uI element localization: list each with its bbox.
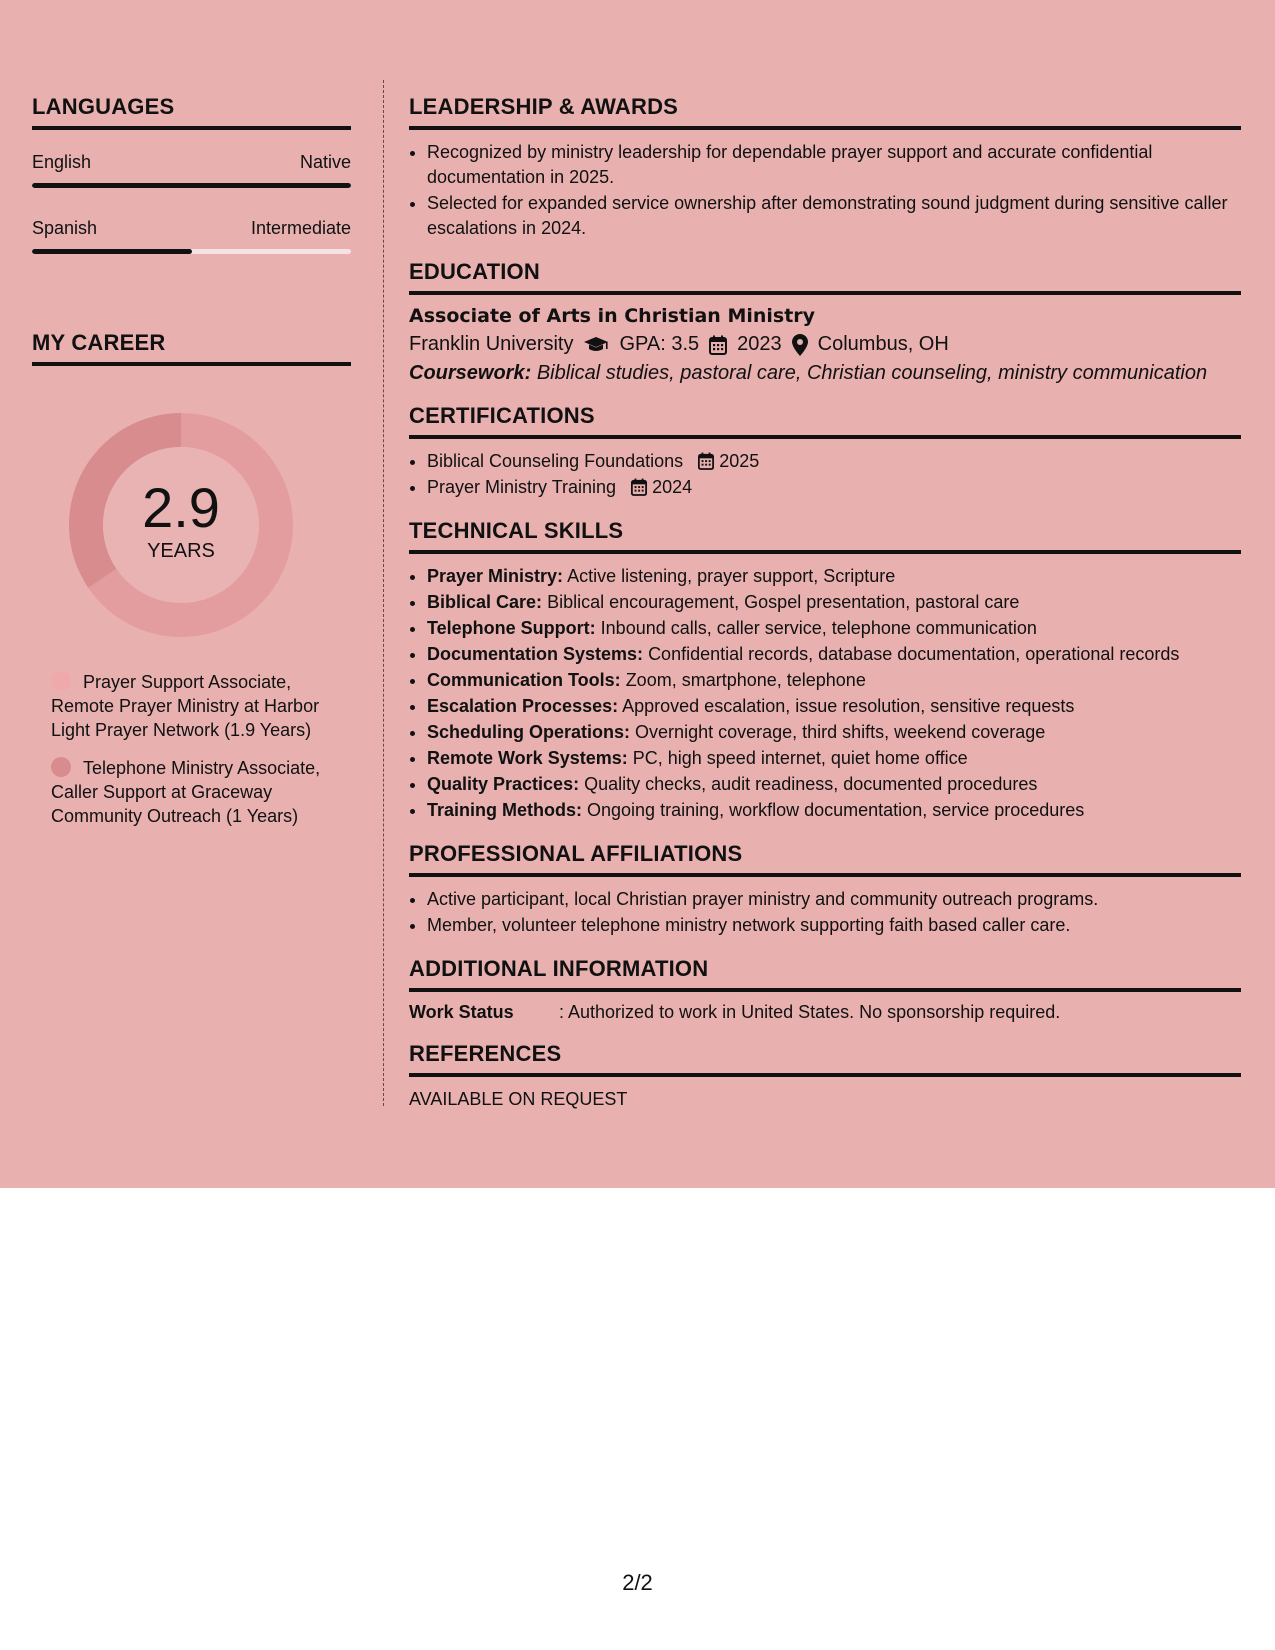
skill-text: Quality checks, audit readiness, documented procedures <box>584 774 1038 794</box>
right-column <box>409 94 1241 1128</box>
certifications-section <box>409 403 1241 500</box>
career-title: MY CAREER <box>32 330 351 366</box>
education-meta <box>409 333 1241 356</box>
language-name: English <box>32 152 92 172</box>
language-bar <box>32 249 351 254</box>
skill-label: Prayer Ministry: <box>427 566 564 586</box>
education-school: Franklin University <box>409 333 574 355</box>
work-status-value: : Authorized to work in United States. No sponsorship required. <box>559 1002 1061 1022</box>
skill-text: PC, high speed internet, quiet home office <box>632 748 968 768</box>
education-location: Columbus, OH <box>817 333 949 355</box>
language-bar-fill <box>32 183 351 188</box>
skill-label: Scheduling Operations: <box>427 722 631 742</box>
references-text: AVAILABLE ON REQUEST <box>409 1089 628 1109</box>
coursework-label: Coursework: <box>409 362 532 384</box>
skill-item <box>427 720 1241 745</box>
skill-label: Documentation Systems: <box>427 644 644 664</box>
skill-text: Overnight coverage, third shifts, weekend coverage <box>635 722 1046 742</box>
education-title: EDUCATION <box>409 259 1241 295</box>
skill-item <box>427 668 1241 693</box>
language-level: Intermediate <box>250 218 351 238</box>
skill-item <box>427 746 1241 771</box>
career-dot <box>51 671 71 691</box>
language-item <box>32 152 351 188</box>
certification-year: 2024 <box>652 477 693 497</box>
education-coursework <box>409 362 1241 385</box>
career-item <box>51 756 341 828</box>
skill-item <box>427 564 1241 589</box>
skill-label: Telephone Support: <box>427 618 596 638</box>
leadership-section <box>409 94 1241 241</box>
skill-text: Approved escalation, issue resolution, sensitive requests <box>622 696 1075 716</box>
affiliation-item: • Member, volunteer telephone ministry network supporting faith based caller care. <box>427 913 1241 938</box>
career-list <box>51 670 341 828</box>
career-donut <box>66 410 296 640</box>
left-column <box>32 94 351 842</box>
education-year: 2023 <box>737 333 782 355</box>
skill-item <box>427 694 1241 719</box>
skill-text: Confidential records, database documentation, operational records <box>648 644 1180 664</box>
career-text: Prayer Support Associate, Remote Prayer Ministry at Harbor Light Prayer Network (1.9 Years) <box>51 672 320 740</box>
graduation-cap-icon <box>583 336 609 354</box>
calendar-icon <box>631 478 647 496</box>
skill-text: Zoom, smartphone, telephone <box>625 670 866 690</box>
languages-title: LANGUAGES <box>32 94 351 130</box>
career-total: 2.9 <box>142 476 220 539</box>
skill-item <box>427 642 1241 667</box>
skill-label: Training Methods: <box>427 800 582 820</box>
leadership-title: LEADERSHIP & AWARDS <box>409 94 1241 130</box>
leadership-item: • Recognized by ministry leadership for dependable prayer support and accurate confidential documentation in 2025. <box>427 140 1241 190</box>
calendar-icon <box>698 452 714 470</box>
skills-title: TECHNICAL SKILLS <box>409 518 1241 554</box>
language-name: Spanish <box>32 218 98 238</box>
career-item <box>51 670 341 742</box>
skill-item <box>427 616 1241 641</box>
career-unit: YEARS <box>147 540 215 562</box>
language-bar <box>32 183 351 188</box>
skill-label: Escalation Processes: <box>427 696 619 716</box>
affiliations-title: PROFESSIONAL AFFILIATIONS <box>409 841 1241 877</box>
affiliation-item: • Active participant, local Christian prayer ministry and community outreach programs. <box>427 887 1241 912</box>
work-status-label: Work Status <box>409 1002 514 1022</box>
skill-text: Biblical encouragement, Gospel presentation, pastoral care <box>547 592 1020 612</box>
additional-section <box>409 956 1241 1023</box>
certification-name: Biblical Counseling Foundations <box>427 451 684 471</box>
certification-item <box>427 449 1241 474</box>
skill-text: Inbound calls, caller service, telephone communication <box>600 618 1037 638</box>
skill-label: Biblical Care: <box>427 592 543 612</box>
career-text: Telephone Ministry Associate, Caller Support at Graceway Community Outreach (1 Years) <box>51 758 321 826</box>
references-title: REFERENCES <box>409 1041 1241 1077</box>
education-section <box>409 259 1241 385</box>
certification-year: 2025 <box>719 451 760 471</box>
skills-section <box>409 518 1241 823</box>
career-dot <box>51 757 71 777</box>
skill-label: Remote Work Systems: <box>427 748 628 768</box>
additional-title: ADDITIONAL INFORMATION <box>409 956 1241 992</box>
page-number: 2/2 <box>622 1570 653 1595</box>
certification-name: Prayer Ministry Training <box>427 477 617 497</box>
skill-text: Ongoing training, workflow documentation, service procedures <box>587 800 1085 820</box>
skill-item <box>427 798 1241 823</box>
skill-label: Communication Tools: <box>427 670 621 690</box>
education-gpa: GPA: 3.5 <box>619 333 700 355</box>
certification-item <box>427 475 1241 500</box>
language-level: Native <box>299 152 351 172</box>
language-bar-fill <box>32 249 192 254</box>
calendar-icon <box>709 335 727 355</box>
skill-label: Quality Practices: <box>427 774 580 794</box>
skill-item <box>427 590 1241 615</box>
education-degree: Associate of Arts in Christian Ministry <box>409 305 816 327</box>
location-pin-icon <box>792 334 808 356</box>
references-section <box>409 1041 1241 1110</box>
leadership-item: • Selected for expanded service ownership after demonstrating sound judgment during sensitive caller escalations in 2024. <box>427 191 1241 241</box>
language-item <box>32 218 351 254</box>
column-divider <box>383 80 384 1106</box>
skill-item <box>427 772 1241 797</box>
skill-text: Active listening, prayer support, Scripture <box>567 566 896 586</box>
certifications-title: CERTIFICATIONS <box>409 403 1241 439</box>
coursework-text: Biblical studies, pastoral care, Christian counseling, ministry communication <box>536 362 1208 384</box>
affiliations-section <box>409 841 1241 938</box>
